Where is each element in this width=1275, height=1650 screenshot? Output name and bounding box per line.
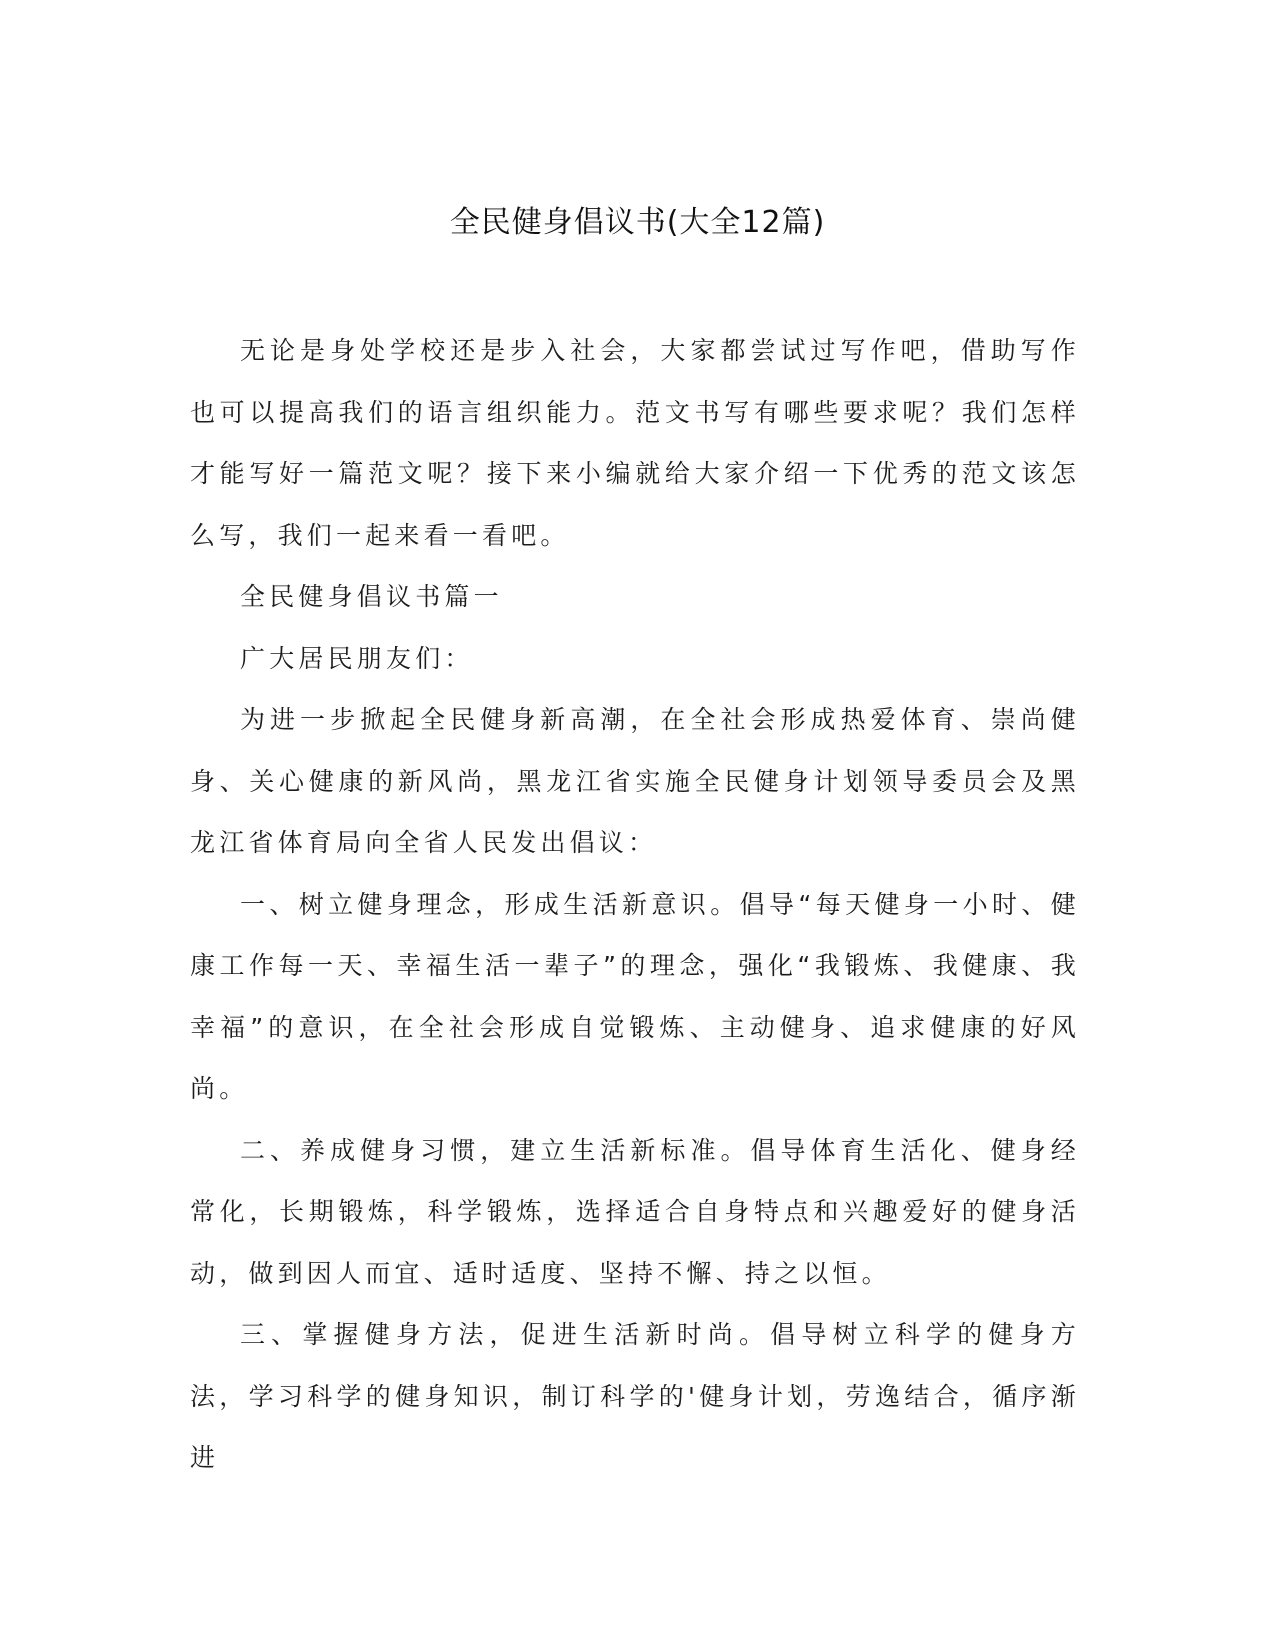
body-paragraph: 为进一步掀起全民健身新高潮，在全社会形成热爱体育、崇尚健身、关心健康的新风尚，黑龙江省实施全民健身计划领导委员会及黑龙江省体育局向全省人民发出倡议： xyxy=(190,705,1080,857)
document-body xyxy=(190,320,1080,1489)
intro-paragraph: 无论是身处学校还是步入社会，大家都尝试过写作吧，借助写作也可以提高我们的语言组织能力。范文书写有哪些要求呢？我们怎样才能写好一篇范文呢？接下来小编就给大家介绍一下优秀的范文该怎么写，我们一起来看一看吧。 xyxy=(190,336,1080,550)
section-heading: 全民健身倡议书篇一 xyxy=(240,582,503,611)
proposal-item-3: 三、掌握健身方法，促进生活新时尚。倡导树立科学的健身方法，学习科学的健身知识，制订科学的'健身计划，劳逸结合，循序渐进 xyxy=(190,1320,1080,1472)
proposal-item-1: 一、树立健身理念，形成生活新意识。倡导“每天健身一小时、健康工作每一天、幸福生活一辈子”的理念，强化“我锻炼、我健康、我幸福”的意识，在全社会形成自觉锻炼、主动健身、追求健康的好风尚。 xyxy=(190,889,1080,1103)
salutation: 广大居民朋友们： xyxy=(240,643,474,673)
proposal-item-2: 二、养成健身习惯，建立生活新标准。倡导体育生活化、健身经常化，长期锻炼，科学锻炼，选择适合自身特点和兴趣爱好的健身活动，做到因人而宜、适时适度、坚持不懈、持之以恒。 xyxy=(190,1135,1080,1288)
document-title: 全民健身倡议书(大全12篇) xyxy=(449,205,826,240)
